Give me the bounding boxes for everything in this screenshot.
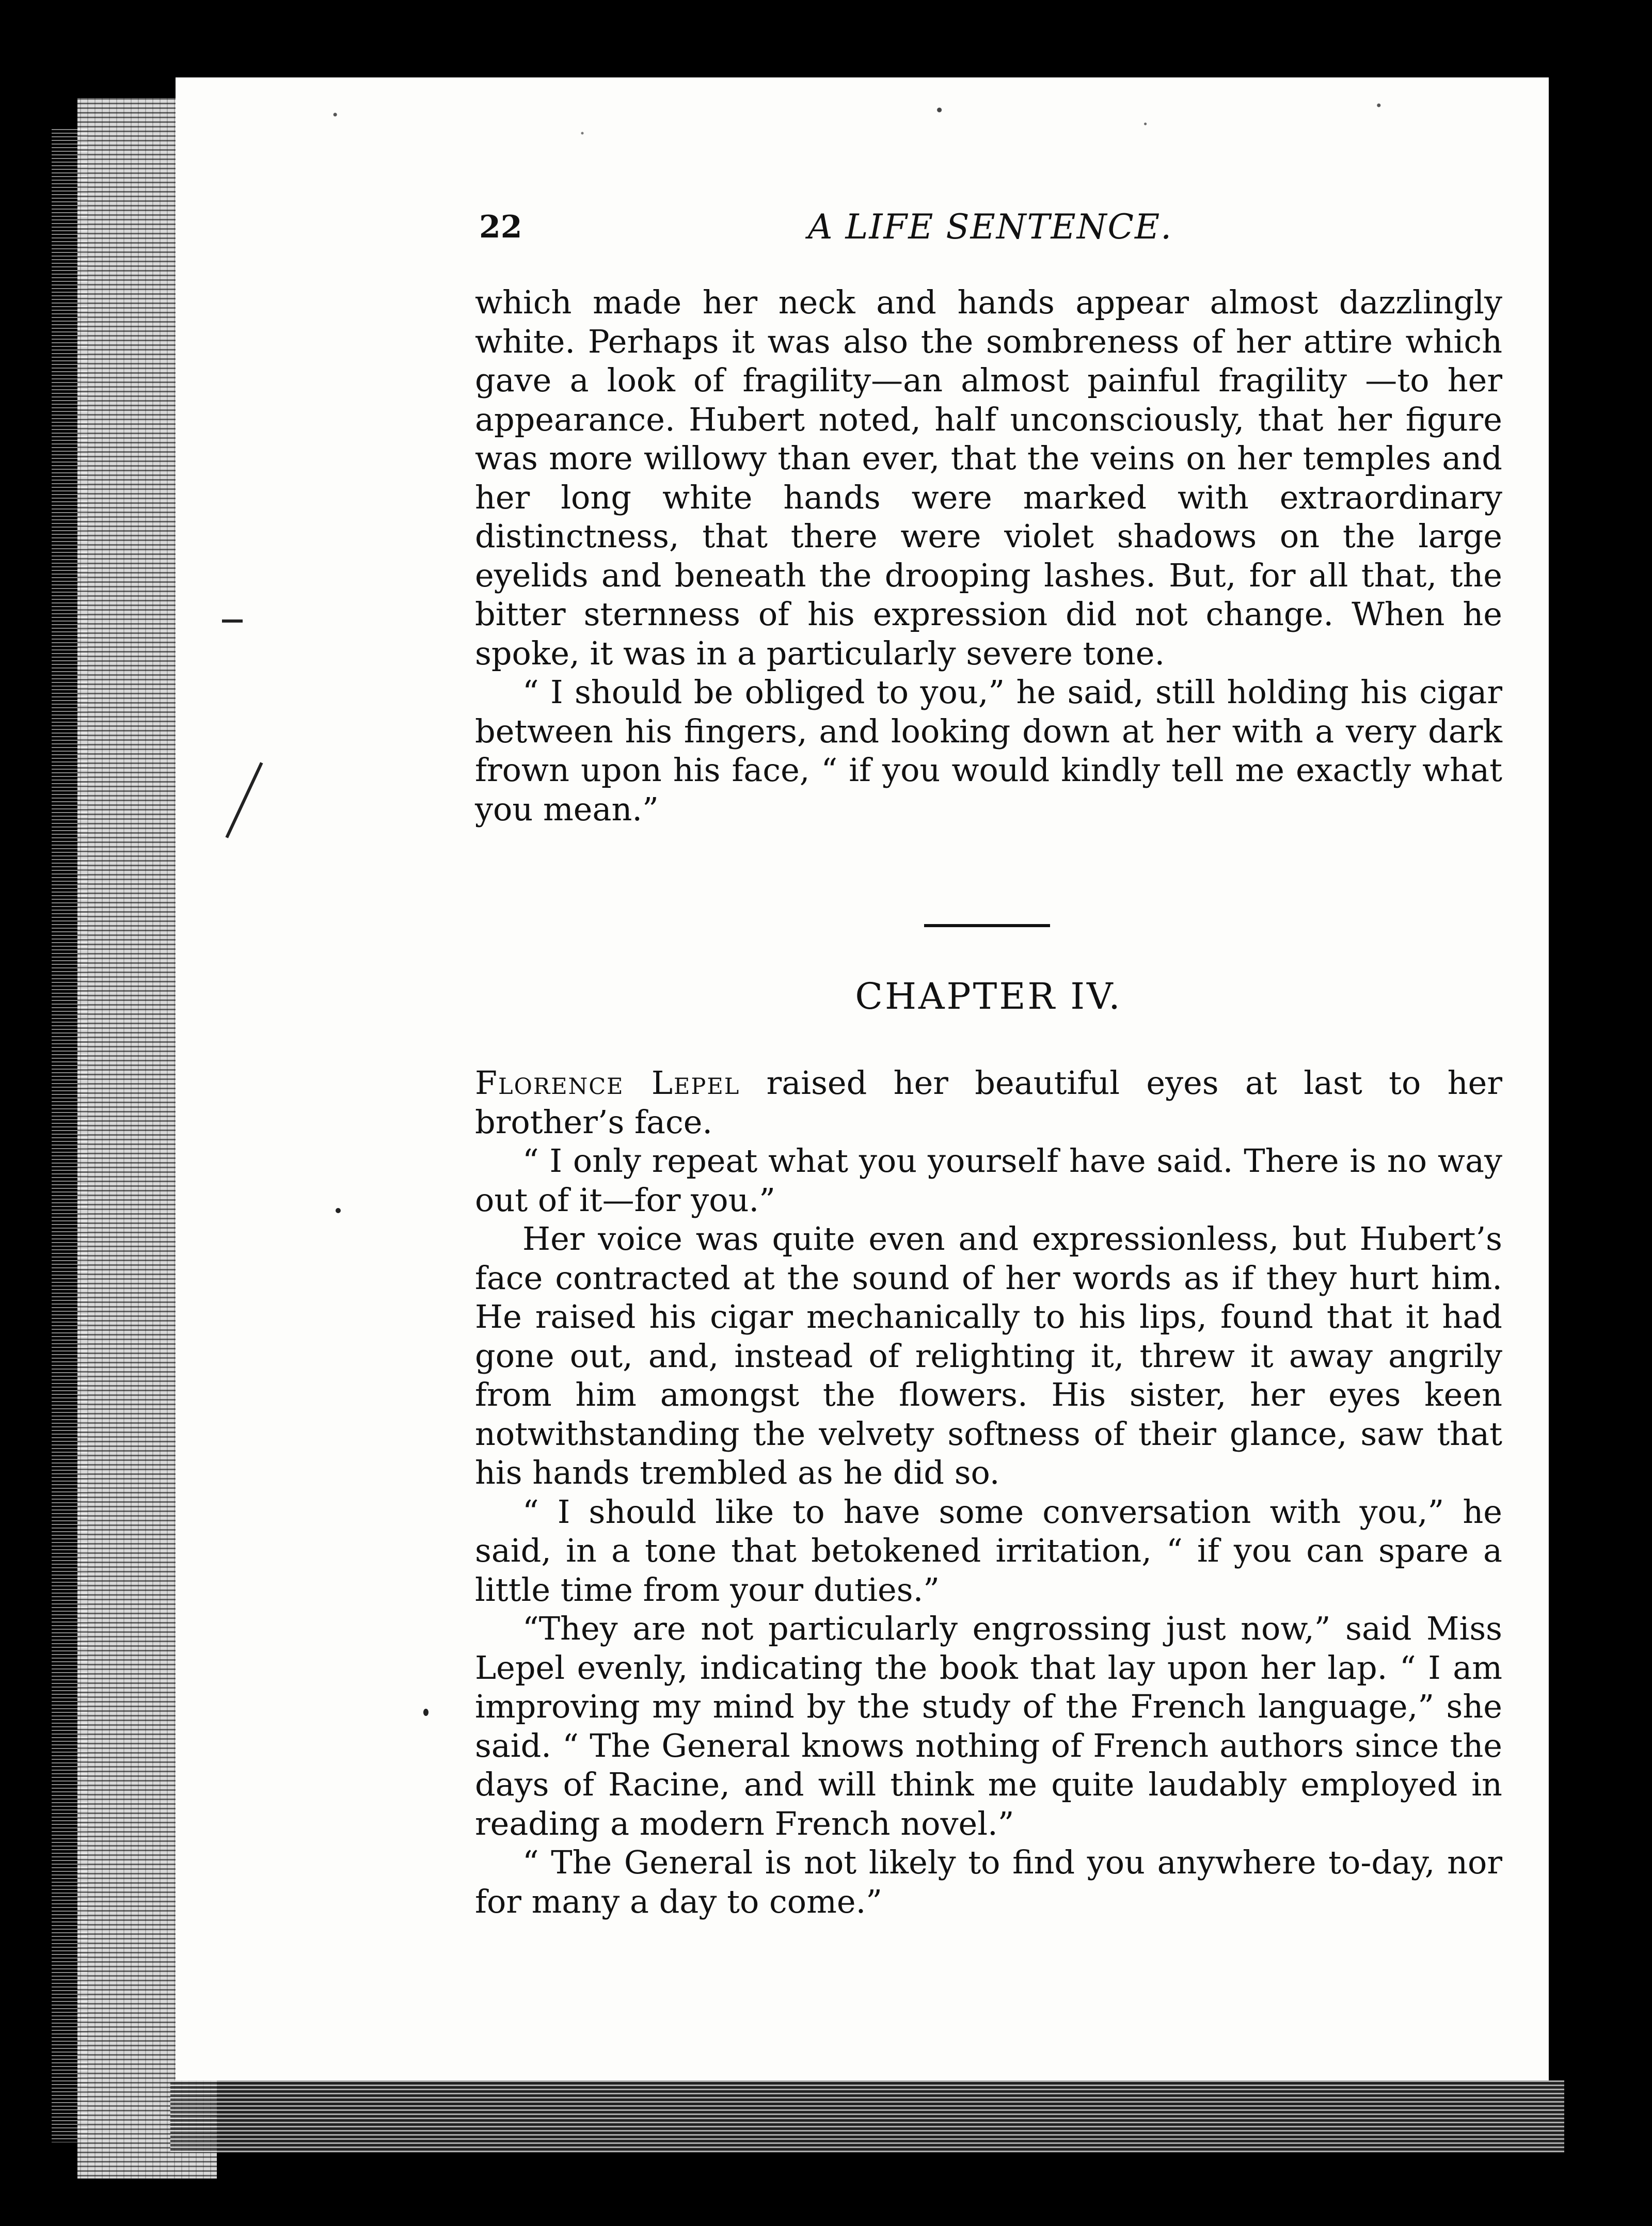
paragraph: “ I should be obliged to you,” he said, still holding his cigar between his fingers, and looking down at her with a very dark frown upon his face, “ if you would kindly tell me exactly what you mean.”	[475, 673, 1502, 828]
bottom-page-stack	[170, 2080, 1564, 2153]
running-head	[479, 204, 1501, 250]
paragraph: “ The General is not likely to find you anywhere to-day, nor for many a day to come.”	[475, 1843, 1502, 1920]
page-number: 22	[479, 209, 522, 245]
margin-mark	[222, 619, 243, 623]
running-title: A LIFE SENTENCE.	[807, 207, 1173, 247]
paragraph: which made her neck and hands appear almost dazzlingly white. Perhaps it was also the sombreness of her attire which gave a look of fragility—an almost painful fragility —to her appearance. Hubert noted, half unconsciously, that her figure was more willowy than ever, that the veins on her temples and her long white hands were marked with extraordinary distinctness, that there were violet shadows on the large eyelids and beneath the drooping lashes. But, for all that, the bitter sternness of his expression did not change. When he spoke, it was in a particularly severe tone.	[475, 283, 1502, 672]
opening-rest: raised her beautiful eyes at last to her brother’s face.	[475, 1064, 1502, 1141]
chapter-opening-paragraph	[475, 1063, 1502, 1141]
chapter-divider-rule	[924, 924, 1050, 927]
margin-mark	[423, 1709, 428, 1716]
paragraph: “They are not particularly engrossing just now,” said Miss Lepel evenly, indicating the book that lay upon her lap. “ I am improving my mind by the study of the French language,” she said. “ The General knows nothing of French authors since the days of Racine, and will think me quite laudably employed in reading a modern French novel.”	[475, 1610, 1502, 1842]
chapter-heading: CHAPTER IV.	[855, 975, 1122, 1017]
scan-speckle	[170, 77, 1544, 170]
paragraph: “ I should like to have some conversation with you,” he said, in a tone that betokened irritation, “ if you can spare a little time from your duties.”	[475, 1492, 1502, 1609]
opening-small-caps: Florence Lepel	[475, 1064, 740, 1102]
paragraph: Her voice was quite even and expressionless, but Hubert’s face contracted at the sound of her words as if they hurt him. He raised his cigar mechanically to his lips, found that it had gone out, and, instead of relighting it, threw it away angrily from him amongst the flowers. His sister, her eyes keen notwithstanding the velvety softness of their glance, saw that his hands trembled as he did so.	[475, 1220, 1502, 1491]
margin-mark	[336, 1208, 341, 1213]
text-block-chapter	[475, 1063, 1502, 1921]
text-block-before-chapter	[475, 283, 1502, 829]
paragraph: “ I only repeat what you yourself have said. There is no way out of it—for you.”	[475, 1142, 1502, 1219]
